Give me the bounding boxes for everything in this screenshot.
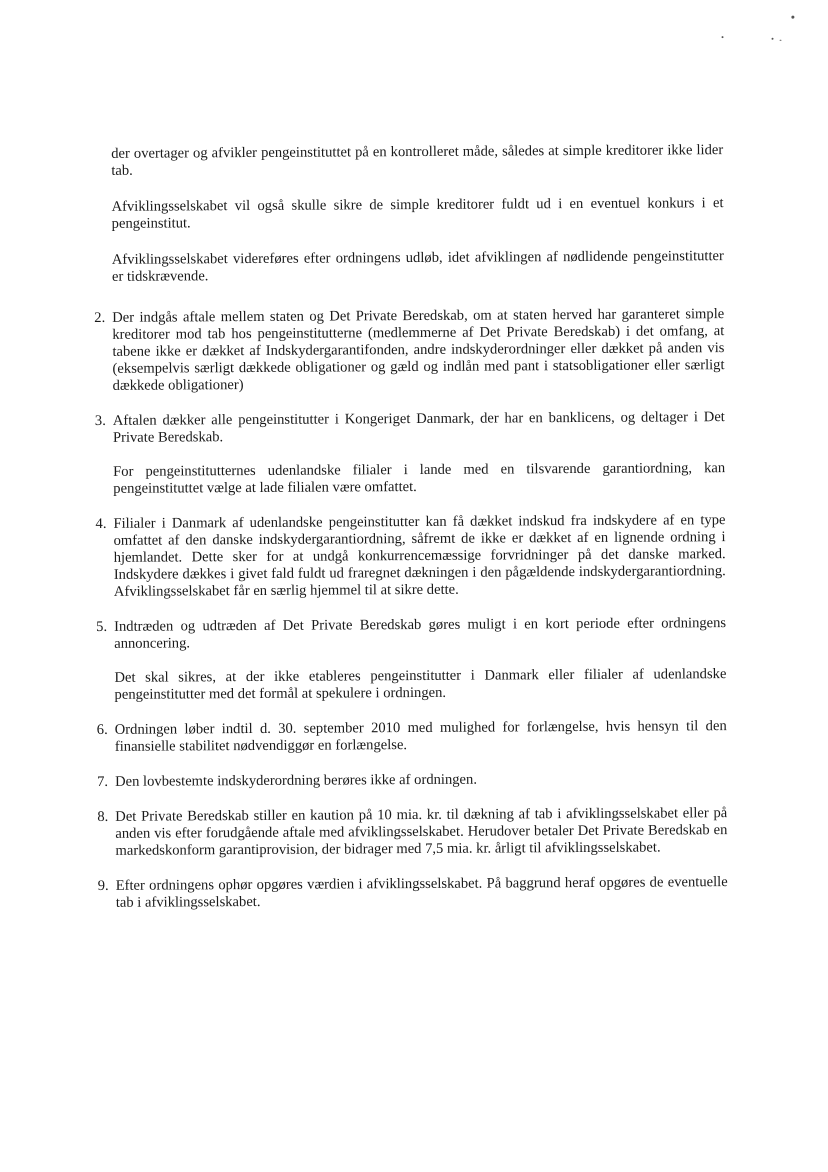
list-item-text: Der indgås aftale mellem staten og Det Private Beredskab, om at staten herved har garanteret simple kreditorer mod tab hos pengeinstitutterne (medlemmerne af Det Private Beredskab) i det omfang, at tabene ikke er dækket af Indskydergarantifonden, andre indskyderordninger eller dækket på anden vis (eksempelvis særligt dækkede obligationer og gæld og indlån med pant i statsobligationer eller særligt dækkede obligationer): [112, 306, 725, 394]
list-item: [79, 306, 725, 395]
list-item-text: Ordningen løber indtil d. 30. september 2010 med mulighed for forlængelse, hvis hensyn til den finansielle stabilitet nødvendiggør en forlængelse.: [114, 718, 727, 755]
list-item-number: 5.: [96, 618, 108, 635]
list-item: [80, 409, 726, 498]
list-item-text: Aftalen dækker alle pengeinstitutter i Kongeriget Danmark, der har en banklicens, og deltager i Det Private Beredskab.: [112, 409, 725, 446]
list-item-text: Den lovbestemte indskyderordning berøres ikke af ordningen.: [115, 771, 478, 790]
list-item: [82, 770, 727, 791]
intro-paragraph: Afviklingsselskabet videreføres efter ordningens udløb, idet afviklingen af nødlidende pengeinstitutter er tidskrævende.: [111, 248, 724, 285]
list-item-number: 4.: [95, 515, 107, 532]
list-item-number: 2.: [94, 309, 106, 326]
scan-speck: [772, 38, 774, 40]
list-item-number: 3.: [94, 412, 106, 429]
intro-paragraph: Afviklingsselskabet vil også skulle sikre de simple kreditorer fuldt ud i en eventuel konkurs i et pengeinstitut.: [111, 195, 724, 232]
list-item: [83, 874, 728, 912]
list-item: [82, 805, 727, 860]
list-item-text: Det skal sikres, at der ikke etableres pengeinstitutter i Danmark eller filialer af udenlandske pengeinstitutter med det formål at spekulere i ordningen.: [114, 666, 727, 703]
list-item-text: Det Private Beredskab stiller en kaution på 10 mia. kr. til dækning af tab i afviklingsselskabet eller på anden vis efter forudgående aftale med afviklingsselskabet. Herudover betaler Det Private Beredskab en markedskonform garantiprovision, der bidrager med 7,5 mia. kr. årligt til afviklingsselskabet.: [115, 805, 728, 859]
list-item-text: Indtræden og udtræden af Det Private Beredskab gøres muligt i en kort periode efter ordningens annoncering.: [114, 615, 727, 652]
scan-speck: [722, 36, 724, 38]
list-item-text: Efter ordningens ophør opgøres værdien i afviklingsselskabet. På baggrund heraf opgøres de eventuelle tab i afviklingsselskabet.: [115, 874, 728, 911]
scan-speck: [780, 40, 782, 41]
list-item: [80, 512, 726, 601]
list-item-number: 7.: [97, 773, 109, 790]
scan-speck: [791, 16, 794, 19]
document-body: [78, 142, 728, 930]
list-item-number: 6.: [96, 721, 108, 738]
list-item-number: 9.: [97, 877, 109, 894]
list-item-text: Filialer i Danmark af udenlandske pengeinstitutter kan få dækket indskud fra indskydere af en type omfattet af den danske indskydergarantiordning, såfremt de ikke er dækket af en lignende ordning i hjemlandet. Dette sker for at undgå konkurrencemæssige forvridninger på det danske marked. Indskydere dækkes i givet fald fuldt ud fraregnet dækningen i den pågældende indskydergarantiordning. Afviklingsselskabet får en særlig hjemmel til at sikre dette.: [113, 512, 726, 600]
list-item: [81, 615, 727, 704]
list-item-text: For pengeinstitutternes udenlandske filialer i lande med en tilsvarende garantiordning, kan pengeinstituttet vælge at lade filialen være omfattet.: [113, 460, 726, 497]
list-item-number: 8.: [97, 808, 109, 825]
list-item: [82, 718, 727, 756]
intro-paragraph: der overtager og afvikler pengeinstituttet på en kontrolleret måde, således at simple kreditorer ikke lider tab.: [111, 142, 724, 179]
